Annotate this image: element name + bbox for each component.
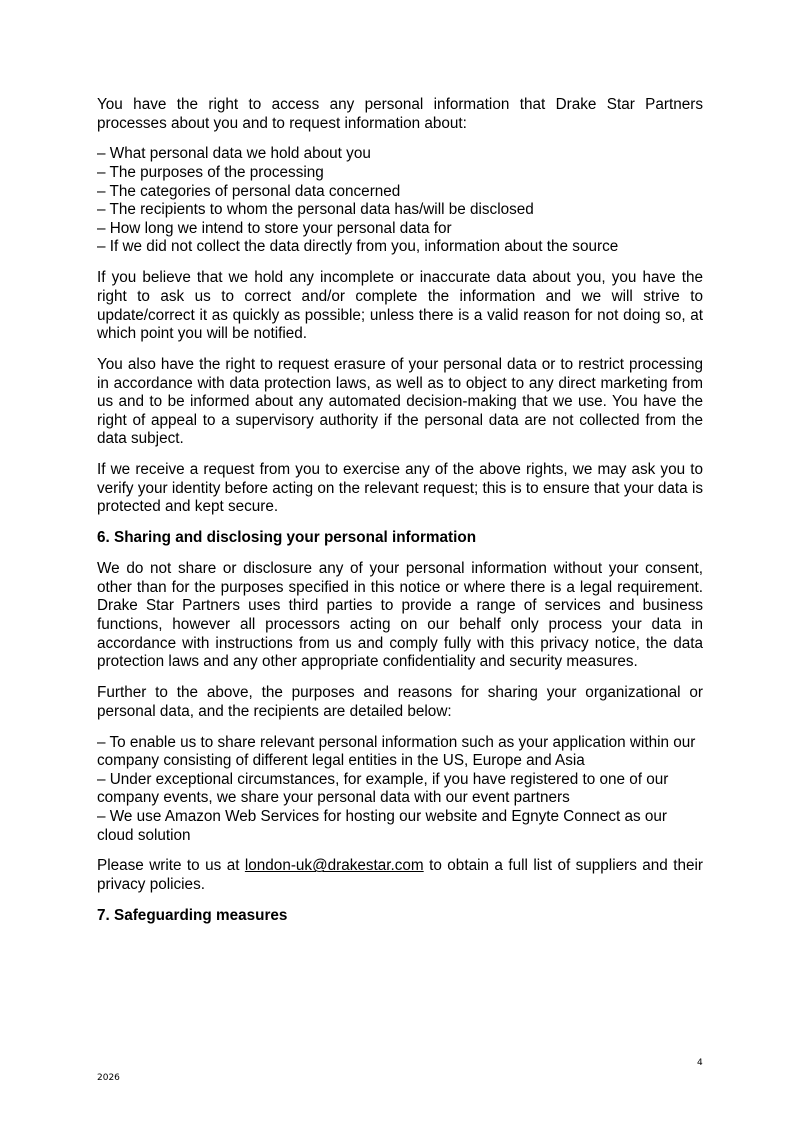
list-item: – The purposes of the processing bbox=[97, 164, 324, 182]
contact-paragraph bbox=[97, 857, 703, 894]
list-item: – How long we intend to store your personal data for bbox=[97, 219, 452, 237]
list-item: – If we did not collect the data directly from you, information about the source bbox=[97, 238, 619, 256]
document-body bbox=[97, 96, 703, 938]
list-item: – The recipients to whom the personal data has/will be disclosed bbox=[97, 201, 534, 219]
list-item: – We use Amazon Web Services for hosting our website and Egnyte Connect as our cloud solution bbox=[97, 807, 667, 844]
verify-identity-paragraph: If we receive a request from you to exercise any of the above rights, we may ask you to verify your identity before acting on the relevant request; this is to ensure that your data is protected and kept secure. bbox=[97, 461, 703, 516]
footer-year: 2026 bbox=[97, 1073, 120, 1083]
list-item: – What personal data we hold about you bbox=[97, 145, 371, 163]
access-items-list bbox=[97, 145, 703, 257]
no-sharing-paragraph: We do not share or disclosure any of your personal information without your consent, other than for the purposes specified in this notice or where there is a legal requirement. Drake Star Partners uses third parties to provide a range of services and business functions, however all processors acting on our behalf only process your data in accordance with instructions from us and comply fully with this privacy notice, the data protection laws and any other appropriate confidentiality and security measures. bbox=[97, 560, 703, 671]
contact-email-link[interactable]: london-uk@drakestar.com bbox=[244, 857, 424, 875]
list-item: – The categories of personal data concerned bbox=[97, 182, 401, 200]
further-paragraph: Further to the above, the purposes and reasons for sharing your organizational or personal data, and the recipients are detailed below: bbox=[97, 684, 703, 720]
section-7-heading: 7. Safeguarding measures bbox=[97, 906, 288, 924]
contact-text-before: Please write to us at bbox=[97, 857, 245, 875]
list-item: – To enable us to share relevant personal information such as your application within our company consisting of different legal entities in the US, Europe and Asia bbox=[97, 733, 696, 770]
list-item: – Under exceptional circumstances, for example, if you have registered to one of our company events, we share your personal data with our event partners bbox=[97, 770, 669, 807]
correct-right-paragraph: If you believe that we hold any incomplete or inaccurate data about you, you have the right to ask us to correct and/or complete the information and we will strive to update/correct it as quickly as possible; unless there is a valid reason for not doing so, at which point you will be notified. bbox=[97, 269, 703, 343]
contact-text-after: to obtain a full list of suppliers and their privacy policies. bbox=[97, 857, 703, 894]
access-right-paragraph: You have the right to access any personal information that Drake Star Partners processes about you and to request information about: bbox=[97, 96, 703, 132]
section-6-heading: 6. Sharing and disclosing your personal information bbox=[97, 529, 477, 547]
page-number: 4 bbox=[697, 1058, 703, 1068]
sharing-items-list bbox=[97, 734, 703, 846]
erasure-right-paragraph: You also have the right to request erasure of your personal data or to restrict processing in accordance with data protection laws, as well as to object to any direct marketing from us and to be informed about any automated decision-making that we use. You have the right of appeal to a supervisory authority if the personal data are not collected from the data subject. bbox=[97, 356, 703, 448]
